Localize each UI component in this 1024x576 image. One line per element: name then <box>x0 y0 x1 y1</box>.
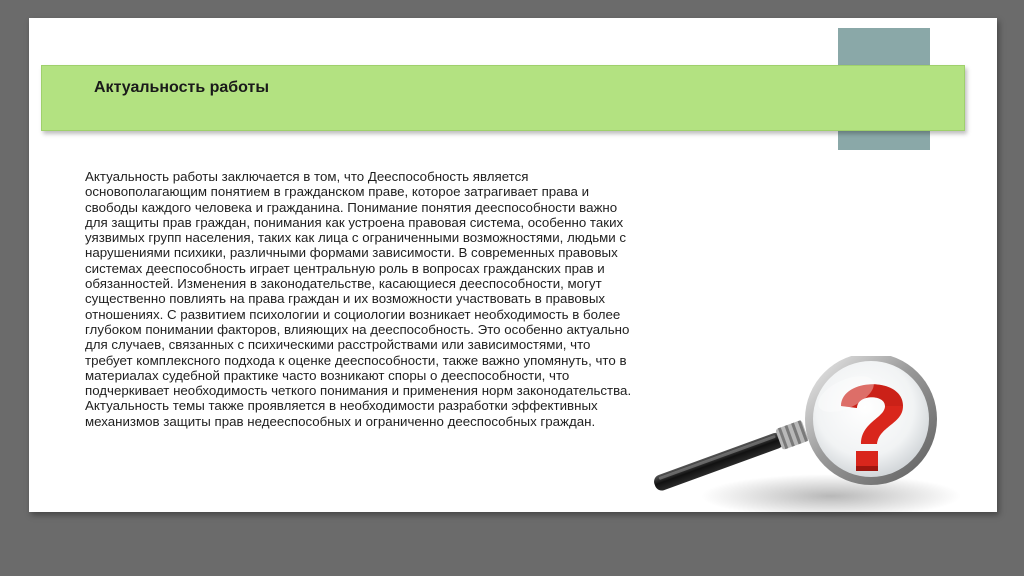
slide <box>29 18 997 512</box>
magnifying-glass-question-icon <box>641 356 963 524</box>
slide-title: Актуальность работы <box>94 79 270 96</box>
body-paragraph: Актуальность работы заключается в том, что Дееспособность является основополагающим понятием в гражданском праве, которое затрагивает права и свободы каждого человека и гражданина. Понимание понятия дееспособности важно для защиты прав граждан, понимания как устроена правовая система, особенно таких уязвимых групп населения, таких как лица с ограниченными возможностями, людьми с нарушениями психики, различными формами зависимости. В современных правовых системах дееспособность играет центральную роль в вопросах гражданских прав и обязанностей. Изменения в законодательстве, касающиеся дееспособности, могут существенно повлиять на права граждан и их возможности участвовать в правовых отношениях. С развитием психологии и социологии возникает необходимость в более глубоком понимании факторов, влияющих на дееспособность. Это особенно актуально для случаев, связанных с психическими расстройствами или зависимостями, что требует комплексного подхода к оценке дееспособности, также важно упомянуть, что в материалах судебной практике часто возникают споры о дееспособности, что подчеркивает необходимость четкого понимания и применения норм законодательства. Актуальность темы также проявляется в необходимости разработки эффективных механизмов защиты прав недееспособных и ограниченно дееспособных граждан. <box>85 169 632 429</box>
title-banner <box>41 65 965 131</box>
